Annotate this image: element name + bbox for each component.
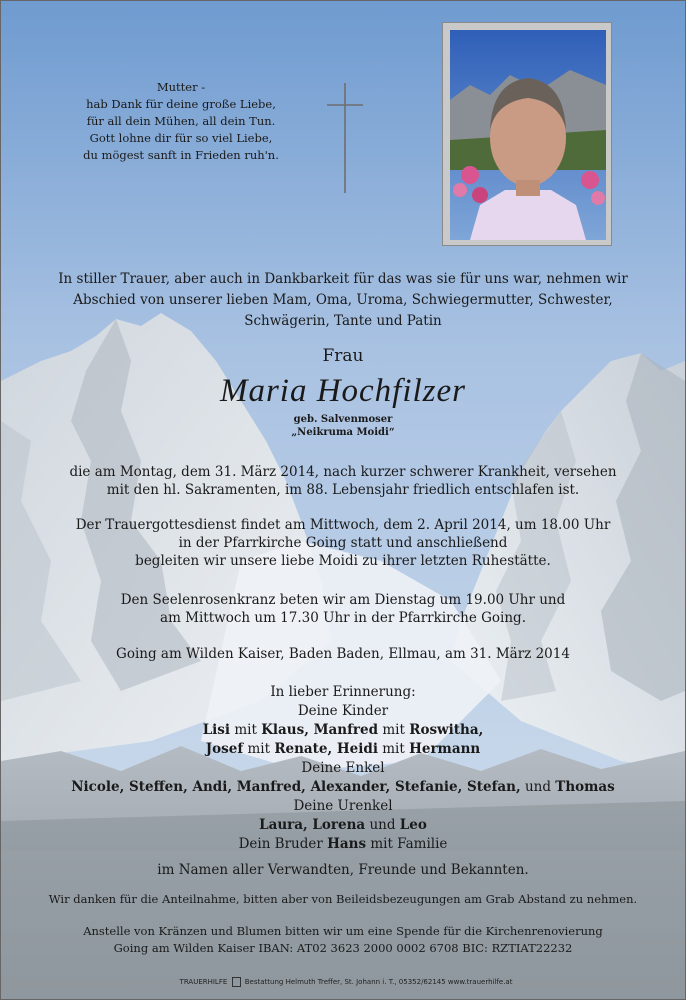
connector-text: mit (243, 741, 275, 757)
grandchildren-label: Deine Enkel (301, 760, 385, 776)
intro-line: Abschied von unserer lieben Mam, Oma, Uroma, Schwiegermutter, Schwester, (73, 292, 613, 308)
nickname: „Neikruma Moidi“ (291, 427, 395, 438)
grandchildren-line (21, 778, 665, 797)
family-name: Nicole, Steffen, Andi, Manfred, Alexander, Stefanie, Stefan, (71, 779, 521, 795)
children-line (21, 740, 665, 759)
intro-text (21, 269, 665, 332)
intro-line: In stiller Trauer, aber auch in Dankbarkeit für das was sie für uns war, nehmen wir (58, 271, 628, 287)
donation-note (21, 923, 665, 957)
poem-line: für all dein Mühen, all dein Tun. (86, 114, 276, 128)
funeral-service (21, 516, 665, 570)
family-name: Hans (327, 836, 367, 852)
service-line: in der Pfarrkirche Going statt und anschließend (178, 535, 508, 551)
connector-text: mit (230, 722, 262, 738)
death-line: mit den hl. Sakramenten, im 88. Lebensjahr friedlich entschlafen ist. (106, 482, 580, 498)
poem-line: du mögest sanft in Frieden ruh'n. (83, 148, 279, 162)
thanks-note: Wir danken für die Anteilnahme, bitten aber von Beileidsbezeugungen am Grab Abstand zu nehmen. (48, 892, 638, 906)
footer-brand: TRAUERHILFE (179, 978, 228, 986)
family-name: Klaus, Manfred (261, 722, 379, 738)
family-name: Hermann (409, 741, 481, 757)
family-name: Roswitha, (409, 722, 484, 738)
service-line: begleiten wir unsere liebe Moidi zu ihrer letzten Ruhestätte. (135, 553, 551, 569)
family-name: Leo (399, 817, 427, 833)
poem-line: Gott lohne dir für so viel Liebe, (89, 131, 273, 145)
cross-icon (325, 83, 365, 193)
relatives-line: im Namen aller Verwandten, Freunde und Bekannten. (157, 862, 529, 878)
poem-line: Mutter - (156, 80, 206, 94)
rosary-line: Den Seelenrosenkranz beten wir am Dienstag um 19.00 Uhr und (120, 592, 566, 608)
deceased-name: Maria Hochfilzer (219, 373, 467, 409)
footer-text: Bestattung Helmuth Treffer, St. Johann i. T., 05352/62145 www.trauerhilfe.at (244, 978, 513, 986)
family-name: Lisi (202, 722, 231, 738)
donation-line: Going am Wilden Kaiser IBAN: AT02 3623 2000 0002 6708 BIC: RZTIAT22232 (113, 941, 573, 955)
salutation: Frau (322, 346, 364, 366)
great-grandchildren-line (21, 816, 665, 835)
rosary-notice (21, 591, 665, 627)
death-line: die am Montag, dem 31. März 2014, nach kurzer schwerer Krankheit, versehen (69, 464, 617, 480)
children-line (21, 721, 665, 740)
place-date: Going am Wilden Kaiser, Baden Baden, Ellmau, am 31. März 2014 (116, 646, 570, 662)
death-notice (21, 463, 665, 499)
intro-line: Schwägerin, Tante und Patin (244, 313, 442, 329)
rosary-line: am Mittwoch um 17.30 Uhr in der Pfarrkirche Going. (160, 610, 526, 626)
brand-logo-icon (232, 977, 241, 987)
birth-name-block (21, 413, 665, 439)
family-list (21, 683, 665, 880)
family-name: Laura, Lorena (259, 817, 366, 833)
family-name: Renate, Heidi (274, 741, 378, 757)
portrait-frame (442, 22, 612, 246)
children-label: Deine Kinder (297, 703, 389, 719)
connector-text: mit Familie (366, 836, 448, 852)
connector-text: mit (378, 722, 410, 738)
connector-text: mit (377, 741, 410, 757)
birth-name: geb. Salvenmoser (293, 414, 393, 425)
service-line: Der Trauergottesdienst findet am Mittwoch, dem 2. April 2014, um 18.00 Uhr (75, 517, 611, 533)
donation-line: Anstelle von Kränzen und Blumen bitten wir um eine Spende für die Kirchenrenovierung (83, 924, 603, 938)
connector-text: und (365, 817, 400, 833)
connector-text: und (520, 779, 556, 795)
brother-line (21, 835, 665, 854)
connector-text: Dein Bruder (238, 836, 328, 852)
portrait-photo (450, 30, 606, 240)
great-grandchildren-label: Deine Urenkel (293, 798, 393, 814)
family-heading: In lieber Erinnerung: (270, 684, 416, 700)
family-name: Josef (205, 741, 244, 757)
poem (61, 79, 301, 164)
footer-credit (161, 977, 531, 987)
poem-line: hab Dank für deine große Liebe, (86, 97, 276, 111)
family-name: Thomas (555, 779, 615, 795)
